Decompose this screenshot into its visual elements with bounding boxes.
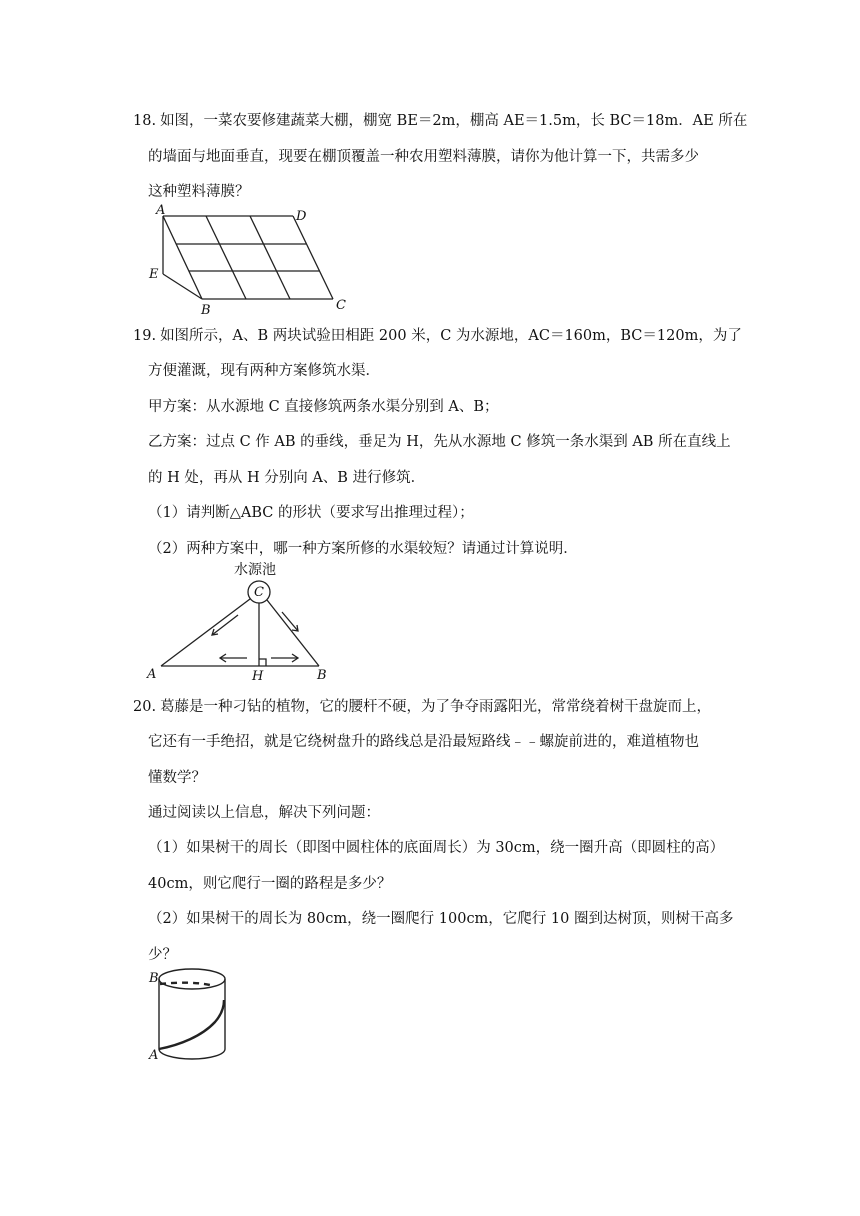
q19-label-source: 水源池 [234, 562, 276, 578]
q19-line-6: （1）请判断△ABC 的形状（要求写出推理过程）； [148, 505, 474, 521]
q20-line-7: （2）如果树干的周长为 80cm，绕一圈爬行 100cm，它爬行 10 圈到达树顶，则树干高多 [148, 911, 734, 927]
q19-label-b: B [317, 668, 327, 683]
q19-line-3: 甲方案：从水源地 C 直接修筑两条水渠分别到 A、B； [148, 399, 499, 415]
q19-line-5: 的 H 处，再从 H 分别向 A、B 进行修筑． [148, 470, 426, 486]
q18-label-d: D [296, 209, 307, 224]
q19-line-1: 19. 如图所示，A、B 两块试验田相距 200 米，C 为水源地，AC＝160m，BC＝120m，为了 [133, 328, 742, 344]
q18-line-1: 18. 如图，一菜农要修建蔬菜大棚，棚宽 BE＝2m，棚高 AE＝1.5m，长 BC＝18m．AE 所在 [133, 113, 748, 129]
q20-line-5: （1）如果树干的周长（即图中圆柱体的底面周长）为 30cm，绕一圈升高（即圆柱的高） [148, 840, 725, 856]
q20-line-8: 少？ [148, 947, 177, 963]
q20-label-b: B [149, 971, 159, 986]
q18-label-b: B [201, 303, 211, 318]
q20-line-3: 懂数学？ [148, 770, 206, 786]
q19-label-h: H [252, 669, 264, 684]
q19-number: 19. [133, 328, 157, 344]
q20-line-1: 20. 葛藤是一种刁钻的植物，它的腰杆不硬，为了争夺雨露阳光，常常绕着树干盘旋而上， [133, 699, 712, 715]
q20-number: 20. [133, 699, 157, 715]
q19-line-2: 方便灌溉，现有两种方案修筑水渠． [148, 363, 380, 379]
q18-label-a: A [156, 203, 166, 218]
irrigation-figure [140, 555, 350, 685]
q18-line-3: 这种塑料薄膜？ [148, 184, 250, 200]
q20-line-2: 它还有一手绝招，就是它绕树盘升的路线总是沿最短路线﹣﹣螺旋前进的，难道植物也 [148, 734, 699, 750]
q18-label-e: E [149, 267, 159, 282]
q19-label-c: C [254, 585, 264, 600]
q19-line-7: （2）两种方案中，哪一种方案所修的水渠较短？请通过计算说明． [148, 541, 578, 557]
q20-line-4: 通过阅读以上信息，解决下列问题： [148, 805, 380, 821]
q20-line-6: 40cm，则它爬行一圈的路程是多少？ [148, 876, 392, 892]
q19-line-4: 乙方案：过点 C 作 AB 的垂线，垂足为 H，先从水源地 C 修筑一条水渠到 AB 所在直线上 [148, 434, 731, 450]
greenhouse-figure [140, 200, 370, 320]
q18-label-c: C [336, 298, 346, 313]
q18-line-2: 的墙面与地面垂直，现要在棚顶覆盖一种农用塑料薄膜，请你为他计算一下，共需多少 [148, 149, 699, 165]
q18-number: 18. [133, 113, 157, 129]
q20-label-a: A [149, 1048, 159, 1063]
q19-label-a: A [147, 667, 157, 682]
cylinder-figure [140, 960, 250, 1070]
